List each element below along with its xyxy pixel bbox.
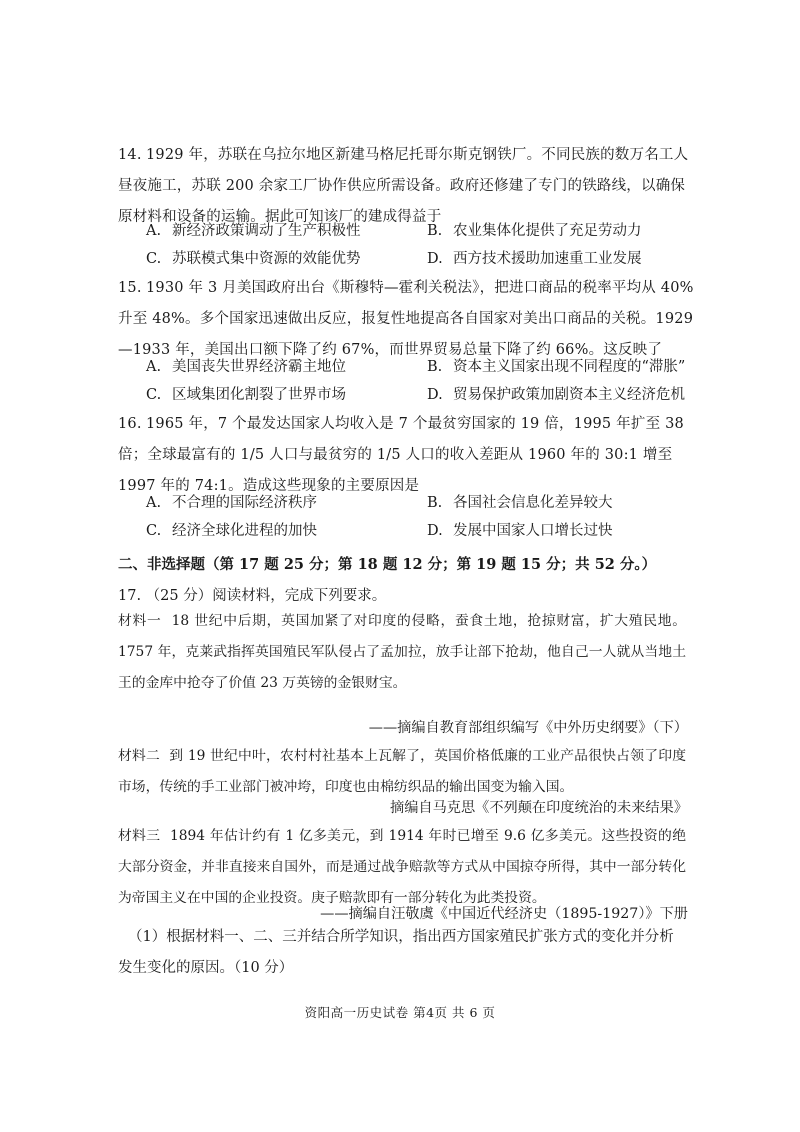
- option-text: 各国社会信息化差异较大: [453, 495, 613, 511]
- option-text: 农业集体化提供了充足劳动力: [453, 223, 642, 239]
- option-text: 苏联模式集中资源的效能优势: [172, 251, 361, 267]
- option-text: 发展中国家人口增长过快: [453, 523, 613, 539]
- question-17-intro: 17. （25 分）阅读材料，完成下列要求。: [118, 588, 387, 604]
- material-1: [118, 606, 686, 699]
- question-number: 16.: [118, 416, 142, 432]
- question-16-option-d: D. 发展中国家人口增长过快: [427, 523, 613, 539]
- subquestion-1: （1）根据材料一、二、三并结合所学知识，指出西方国家殖民扩张方式的变化并分析发生变化的原因。（10 分）: [118, 929, 674, 976]
- question-text: 1930 年 3 月美国政府出台《斯穆特—霍利关税法》，把进口商品的税率平均从 40%升至 48%。多个国家迅速做出反应，报复性地提高各自国家对美出口商品的关税。1929—1933 年，美国出口额下降了约 67%，而世界贸易总量下降了约 66%。这反映了: [118, 280, 694, 358]
- question-15-option-c: C. 区域集团化割裂了世界市场: [146, 387, 346, 403]
- question-number: 15.: [118, 280, 142, 296]
- option-text: 西方技术援助加速重工业发展: [453, 251, 642, 267]
- option-text: 资本主义国家出现不同程度的“滞胀”: [453, 359, 686, 375]
- option-text: 经济全球化进程的加快: [172, 523, 317, 539]
- option-text: 美国丧失世界经济霸主地位: [172, 359, 346, 375]
- option-text: 不合理的国际经济秩序: [172, 495, 317, 511]
- question-number: 14.: [118, 147, 142, 163]
- material-2-source: 摘编自马克思《不列颠在印度统治的未来结果》: [390, 800, 688, 816]
- question-16-option-b: B. 各国社会信息化差异较大: [427, 495, 613, 511]
- question-15-option-a: A. 美国丧失世界经济霸主地位: [146, 359, 346, 375]
- material-label: 材料一: [118, 613, 162, 629]
- material-1-source: ——摘编自教育部组织编写《中外历史纲要》（下）: [368, 720, 688, 736]
- question-text: 1965 年，7 个最发达国家人均收入是 7 个最贫穷国家的 19 倍，1995 年扩至 38 倍；全球最富有的 1/5 人口与最贫穷的 1/5 人口的收入差距从 1960 年的 30:1 增至 1997 年的 74:1。造成这些现象的主要原因是: [118, 416, 684, 494]
- material-label: 材料三: [118, 828, 161, 844]
- question-16-option-c: C. 经济全球化进程的加快: [146, 523, 317, 539]
- question-14-option-c: C. 苏联模式集中资源的效能优势: [146, 251, 361, 267]
- section-title: 二、非选择题（第 17 题 25 分；第 18 题 12 分；第 19 题 15 分；共 52 分。）: [118, 556, 657, 573]
- question-14-option-b: B. 农业集体化提供了充足劳动力: [427, 223, 642, 239]
- question-15-stem: [118, 273, 698, 366]
- question-text: 1929 年，苏联在乌拉尔地区新建马格尼托哥尔斯克钢铁厂。不同民族的数万名工人昼夜施工，苏联 200 余家工厂协作供应所需设备。政府还修建了专门的铁路线，以确保原材料和设备的运输。据此可知该厂的建成得益于: [118, 147, 689, 225]
- material-3: [118, 821, 686, 914]
- material-text: 到 19 世纪中叶，农村村社基本上瓦解了，英国价格低廉的工业产品很快占领了印度市场，传统的手工业部门被冲垮，印度也由棉纺织品的输出国变为输入国。: [118, 748, 687, 795]
- material-3-source: ——摘编自汪敬虞《中国近代经济史（1895-1927）》下册: [320, 906, 688, 922]
- question-16-stem: [118, 409, 698, 502]
- material-text: 1894 年估计约有 1 亿多美元，到 1914 年时已增至 9.6 亿多美元。这些投资的绝大部分资金，并非直接来自国外，而是通过战争赔款等方式从中国掠夺所得，其中一部分转化为帝国主义在中国的企业投资。庚子赔款即有一部分转化为此类投资。: [118, 828, 686, 906]
- question-14-option-a: A. 新经济政策调动了生产积极性: [146, 223, 361, 239]
- page-footer: 资阳高一历史试卷 第4页 共 6 页: [304, 1005, 496, 1020]
- material-label: 材料二: [118, 748, 161, 764]
- material-text: 18 世纪中后期，英国加紧了对印度的侵略，蚕食土地，抢掠财富，扩大殖民地。1757 年，克莱武指挥英国殖民军队侵占了孟加拉，放手让部下抢劫，他自己一人就从当地土王的金库中抢夺了价值 23 万英镑的金银财宝。: [118, 613, 686, 691]
- question-14-option-d: D. 西方技术援助加速重工业发展: [427, 251, 642, 267]
- material-2: [118, 741, 686, 803]
- option-text: 新经济政策调动了生产积极性: [172, 223, 361, 239]
- question-16-option-a: A. 不合理的国际经济秩序: [146, 495, 317, 511]
- question-15-option-b: B. 资本主义国家出现不同程度的“滞胀”: [427, 359, 686, 375]
- question-14-stem: [118, 140, 698, 233]
- question-15-option-d: D. 贸易保护政策加剧资本主义经济危机: [427, 387, 685, 403]
- option-text: 贸易保护政策加剧资本主义经济危机: [453, 387, 685, 403]
- option-text: 区域集团化割裂了世界市场: [172, 387, 346, 403]
